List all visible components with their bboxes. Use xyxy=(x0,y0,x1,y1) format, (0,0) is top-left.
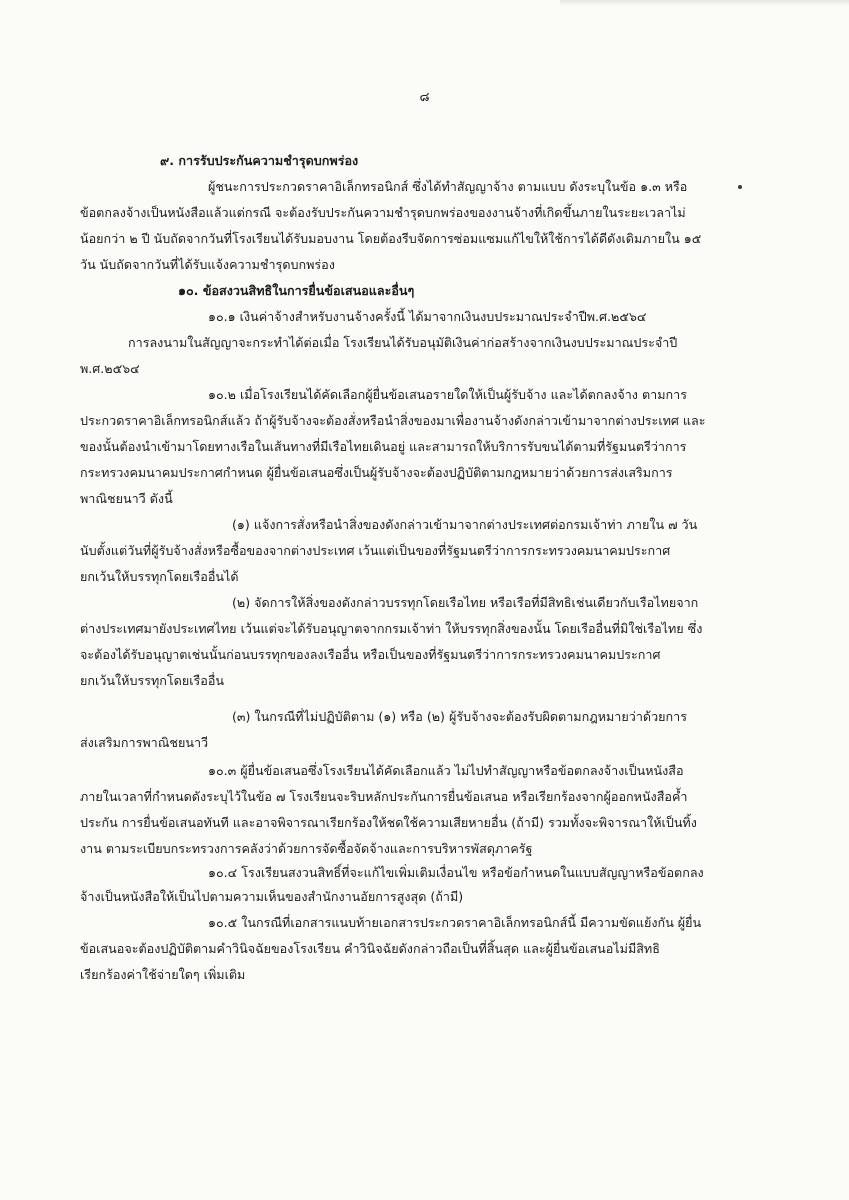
section-10-line-6: ของนั้นต้องนำเข้ามาโดยทางเรือในเส้นทางที่มีเรือไทยเดินอยู่ และสามารถให้บริการรับขนได้ตามที่รัฐมนตรีว่าการ xyxy=(80,439,687,454)
section-10-line-19: ภายในเวลาที่กำหนดดังระบุไว้ในข้อ ๗ โรงเรียนจะริบหลักประกันการยื่นข้อเสนอ หรือเรียกร้องจากผู้ออกหนังสือค้ำ xyxy=(80,789,688,804)
section-10-line-25: ข้อเสนอจะต้องปฏิบัติตามคำวินิจฉัยของโรงเรียน คำวินิจฉัยดังกล่าวถือเป็นที่สิ้นสุด และผู้ยื่นข้อเสนอไม่มีสิทธิ xyxy=(80,941,660,956)
section-10-line-10: นับตั้งแต่วันที่ผู้รับจ้างสั่งหรือซื้อของจากต่างประเทศ เว้นแต่เป็นของที่รัฐมนตรีว่าการกระทรวงคมนาคมประกาศ xyxy=(80,543,671,558)
section-10-line-24: ๑๐.๕ ในกรณีที่เอกสารแนบท้ายเอกสารประกวดราคาอิเล็กทรอนิกส์นี้ มีความขัดแย้งกัน ผู้ยื่น xyxy=(208,915,702,930)
section-10-line-20: ประกัน การยื่นข้อเสนอทันที และอาจพิจารณาเรียกร้องให้ชดใช้ความเสียหายอื่น (ถ้ามี) รวมทั้งจะพิจารณาให้เป็นทิ้ง xyxy=(80,815,697,830)
section-9-line-3: น้อยกว่า ๒ ปี นับถัดจากวันที่โรงเรียนได้รับมอบงาน โดยต้องรีบจัดการซ่อมแซมแก้ไขให้ใช้การได้ดีดังเดิมภายใน ๑๕ xyxy=(80,231,702,246)
section-10-line-15: ยกเว้นให้บรรทุกโดยเรืออื่น xyxy=(80,673,225,688)
page-number: ๘ xyxy=(419,90,430,105)
scan-dot xyxy=(738,185,742,189)
section-10-line-26: เรียกร้องค่าใช้จ่ายใดๆ เพิ่มเติม xyxy=(80,967,246,982)
section-10-line-22: ๑๐.๔ โรงเรียนสงวนสิทธิ์ที่จะแก้ไขเพิ่มเติมเงื่อนไข หรือข้อกำหนดในแบบสัญญาหรือข้อตกลง xyxy=(208,865,704,880)
section-10-line-3: พ.ศ.๒๕๖๔ xyxy=(80,361,140,376)
section-10-line-18: ๑๐.๓ ผู้ยื่นข้อเสนอซึ่งโรงเรียนได้คัดเลือกแล้ว ไม่ไปทำสัญญาหรือข้อตกลงจ้างเป็นหนังสือ xyxy=(208,763,684,778)
section-10-heading: ๑๐. ข้อสงวนสิทธิในการยื่นข้อเสนอและอื่นๆ xyxy=(178,283,415,298)
section-10-line-16: (๓) ในกรณีที่ไม่ปฏิบัติตาม (๑) หรือ (๒) ผู้รับจ้างจะต้องรับผิดตามกฎหมายว่าด้วยการ xyxy=(232,709,687,724)
section-10-line-8: พาณิชยนาวี ดังนี้ xyxy=(80,491,173,506)
section-10-line-21: งาน ตามระเบียบกระทรวงการคลังว่าด้วยการจัดซื้อจัดจ้างและการบริหารพัสดุภาครัฐ xyxy=(80,841,533,856)
section-10-line-4: ๑๐.๒ เมื่อโรงเรียนได้คัดเลือกผู้ยื่นข้อเสนอรายใดให้เป็นผู้รับจ้าง และได้ตกลงจ้าง ตามการ xyxy=(208,387,687,402)
section-10-line-12: (๒) จัดการให้สิ่งของดังกล่าวบรรทุกโดยเรือไทย หรือเรือที่มีสิทธิเช่นเดียวกับเรือไทยจาก xyxy=(232,595,699,610)
section-10-line-17: ส่งเสริมการพาณิชยนาวี xyxy=(80,735,209,750)
section-10-line-2: การลงนามในสัญญาจะกระทำได้ต่อเมื่อ โรงเรียนได้รับอนุมัติเงินค่าก่อสร้างจากเงินงบประมาณประจำปี xyxy=(128,335,678,350)
section-10-line-14: จะต้องได้รับอนุญาตเช่นนั้นก่อนบรรทุกของลงเรืออื่น หรือเป็นของที่รัฐมนตรีว่าการกระทรวงคมนาคมประกาศ xyxy=(80,647,661,662)
section-10-line-11: ยกเว้นให้บรรทุกโดยเรืออื่นได้ xyxy=(80,569,239,584)
section-9-line-1: ผู้ชนะการประกวดราคาอิเล็กทรอนิกส์ ซึ่งได้ทำสัญญาจ้าง ตามแบบ ดังระบุในข้อ ๑.๓ หรือ xyxy=(208,179,688,194)
section-10-line-5: ประกวดราคาอิเล็กทรอนิกส์แล้ว ถ้าผู้รับจ้างจะต้องสั่งหรือนำสิ่งของมาเพื่องานจ้างดังกล่าวเข้ามาจากต่างประเทศ และ xyxy=(80,413,706,428)
section-10-line-1: ๑๐.๑ เงินค่าจ้างสำหรับงานจ้างครั้งนี้ ได้มาจากเงินงบประมาณประจำปีพ.ศ.๒๕๖๔ xyxy=(208,309,647,324)
section-9-line-2: ข้อตกลงจ้างเป็นหนังสือแล้วแต่กรณี จะต้องรับประกันความชำรุดบกพร่องของงานจ้างที่เกิดขึ้นภายในระยะเวลาไม่ xyxy=(80,205,686,220)
section-10-line-7: กระทรวงคมนาคมประกาศกำหนด ผู้ยื่นข้อเสนอซึ่งเป็นผู้รับจ้างจะต้องปฏิบัติตามกฎหมายว่าด้วยการส่งเสริมการ xyxy=(80,465,673,480)
section-10-line-9: (๑) แจ้งการสั่งหรือนำสิ่งของดังกล่าวเข้ามาจากต่างประเทศต่อกรมเจ้าท่า ภายใน ๗ วัน xyxy=(232,517,698,532)
scan-edge-shadow xyxy=(560,0,849,6)
section-9-line-4: วัน นับถัดจากวันที่ได้รับแจ้งความชำรุดบกพร่อง xyxy=(80,257,335,272)
section-10-line-23: จ้างเป็นหนังสือให้เป็นไปตามความเห็นของสำนักงานอัยการสูงสุด (ถ้ามี) xyxy=(80,889,464,904)
section-9-heading: ๙. การรับประกันความชำรุดบกพร่อง xyxy=(160,153,359,168)
section-10-line-13: ต่างประเทศมายังประเทศไทย เว้นแต่จะได้รับอนุญาตจากกรมเจ้าท่า ให้บรรทุกสิ่งของนั้น โดยเรืออื่นที่มิใช่เรือไทย ซึ่ง xyxy=(80,621,703,636)
